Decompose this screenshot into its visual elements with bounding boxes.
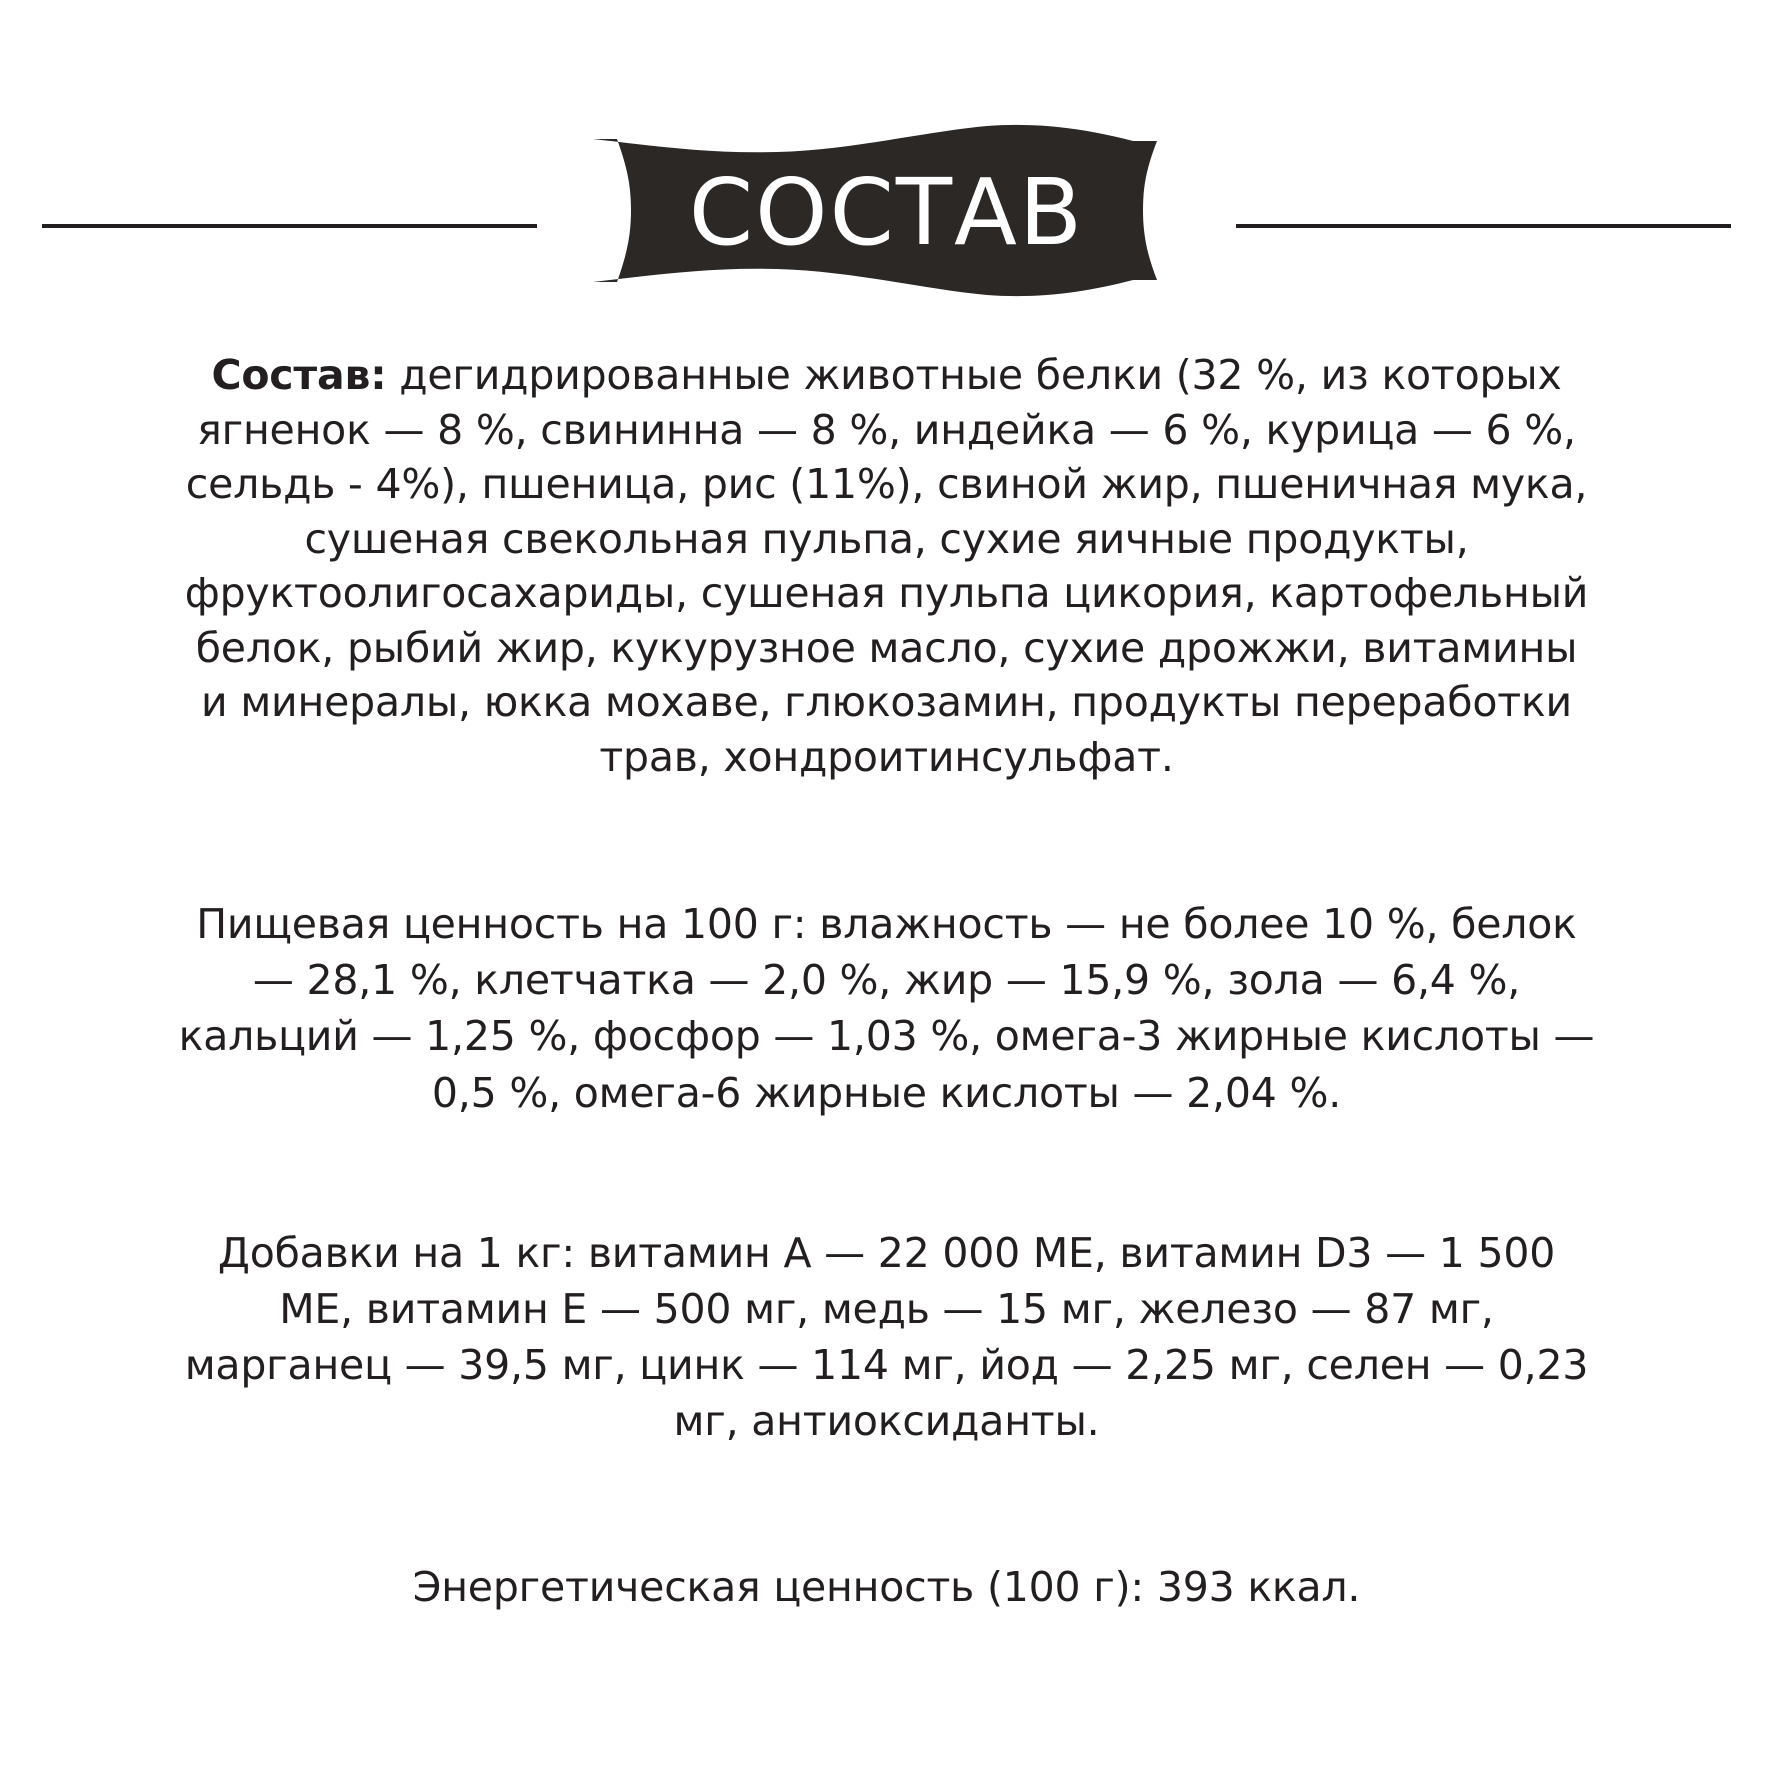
spacer-1 [96,784,1677,896]
ingredients-label: Состав: [211,351,387,399]
additives-block [96,1225,1677,1450]
label-content [0,348,1773,1615]
additives-paragraph: Добавки на 1 кг: витамин A — 22 000 МЕ, витамин D3 — 1 500 МЕ, витамин E — 500 мг, медь — 15 мг, железо — 87 мг, марганец — 39,5 мг, цинк — 114 мг, йод — 2,25 мг, селен — 0,23 мг, антиоксиданты. [184,1228,1589,1446]
nutrition-block [96,896,1677,1121]
page-header [0,0,1773,330]
ingredients-text: дегидрированные животные белки (32 %, из которых ягненок — 8 %, свининна — 8 %, индейка — 6 %, курица — 6 %, сельдь - 4%), пшеница, рис (11%), свиной жир, пшеничная мука, сушеная свекольная пульпа, сухие яичные продукты, фруктоолигосахариды, сушеная пульпа цикория, картофельный белок, рыбий жир, кукурузное масло, сухие дрожжи, витамины и минералы, юкка мохаве, глюкозамин, продукты переработки трав, хондроитинсульфат. [184,351,1589,781]
energy-block [96,1561,1677,1614]
page-title: СОСТАВ [688,158,1085,266]
spacer-3 [96,1449,1677,1561]
divider-left [42,224,537,228]
energy-paragraph: Энергетическая ценность (100 г): 393 ккал. [412,1563,1361,1612]
nutrition-paragraph: Пищевая ценность на 100 г: влажность — не более 10 %, белок — 28,1 %, клетчатка — 2,0 %, жир — 15,9 %, зола — 6,4 %, кальций — 1,25 %, фосфор — 1,03 %, омега-3 жирные кислоты — 0,5 %, омега-6 жирные кислоты — 2,04 %. [178,900,1595,1117]
divider-right [1236,224,1731,228]
spacer-2 [96,1121,1677,1225]
title-banner [587,123,1187,298]
ingredients-block [96,348,1677,784]
ingredients-paragraph [177,348,1597,784]
